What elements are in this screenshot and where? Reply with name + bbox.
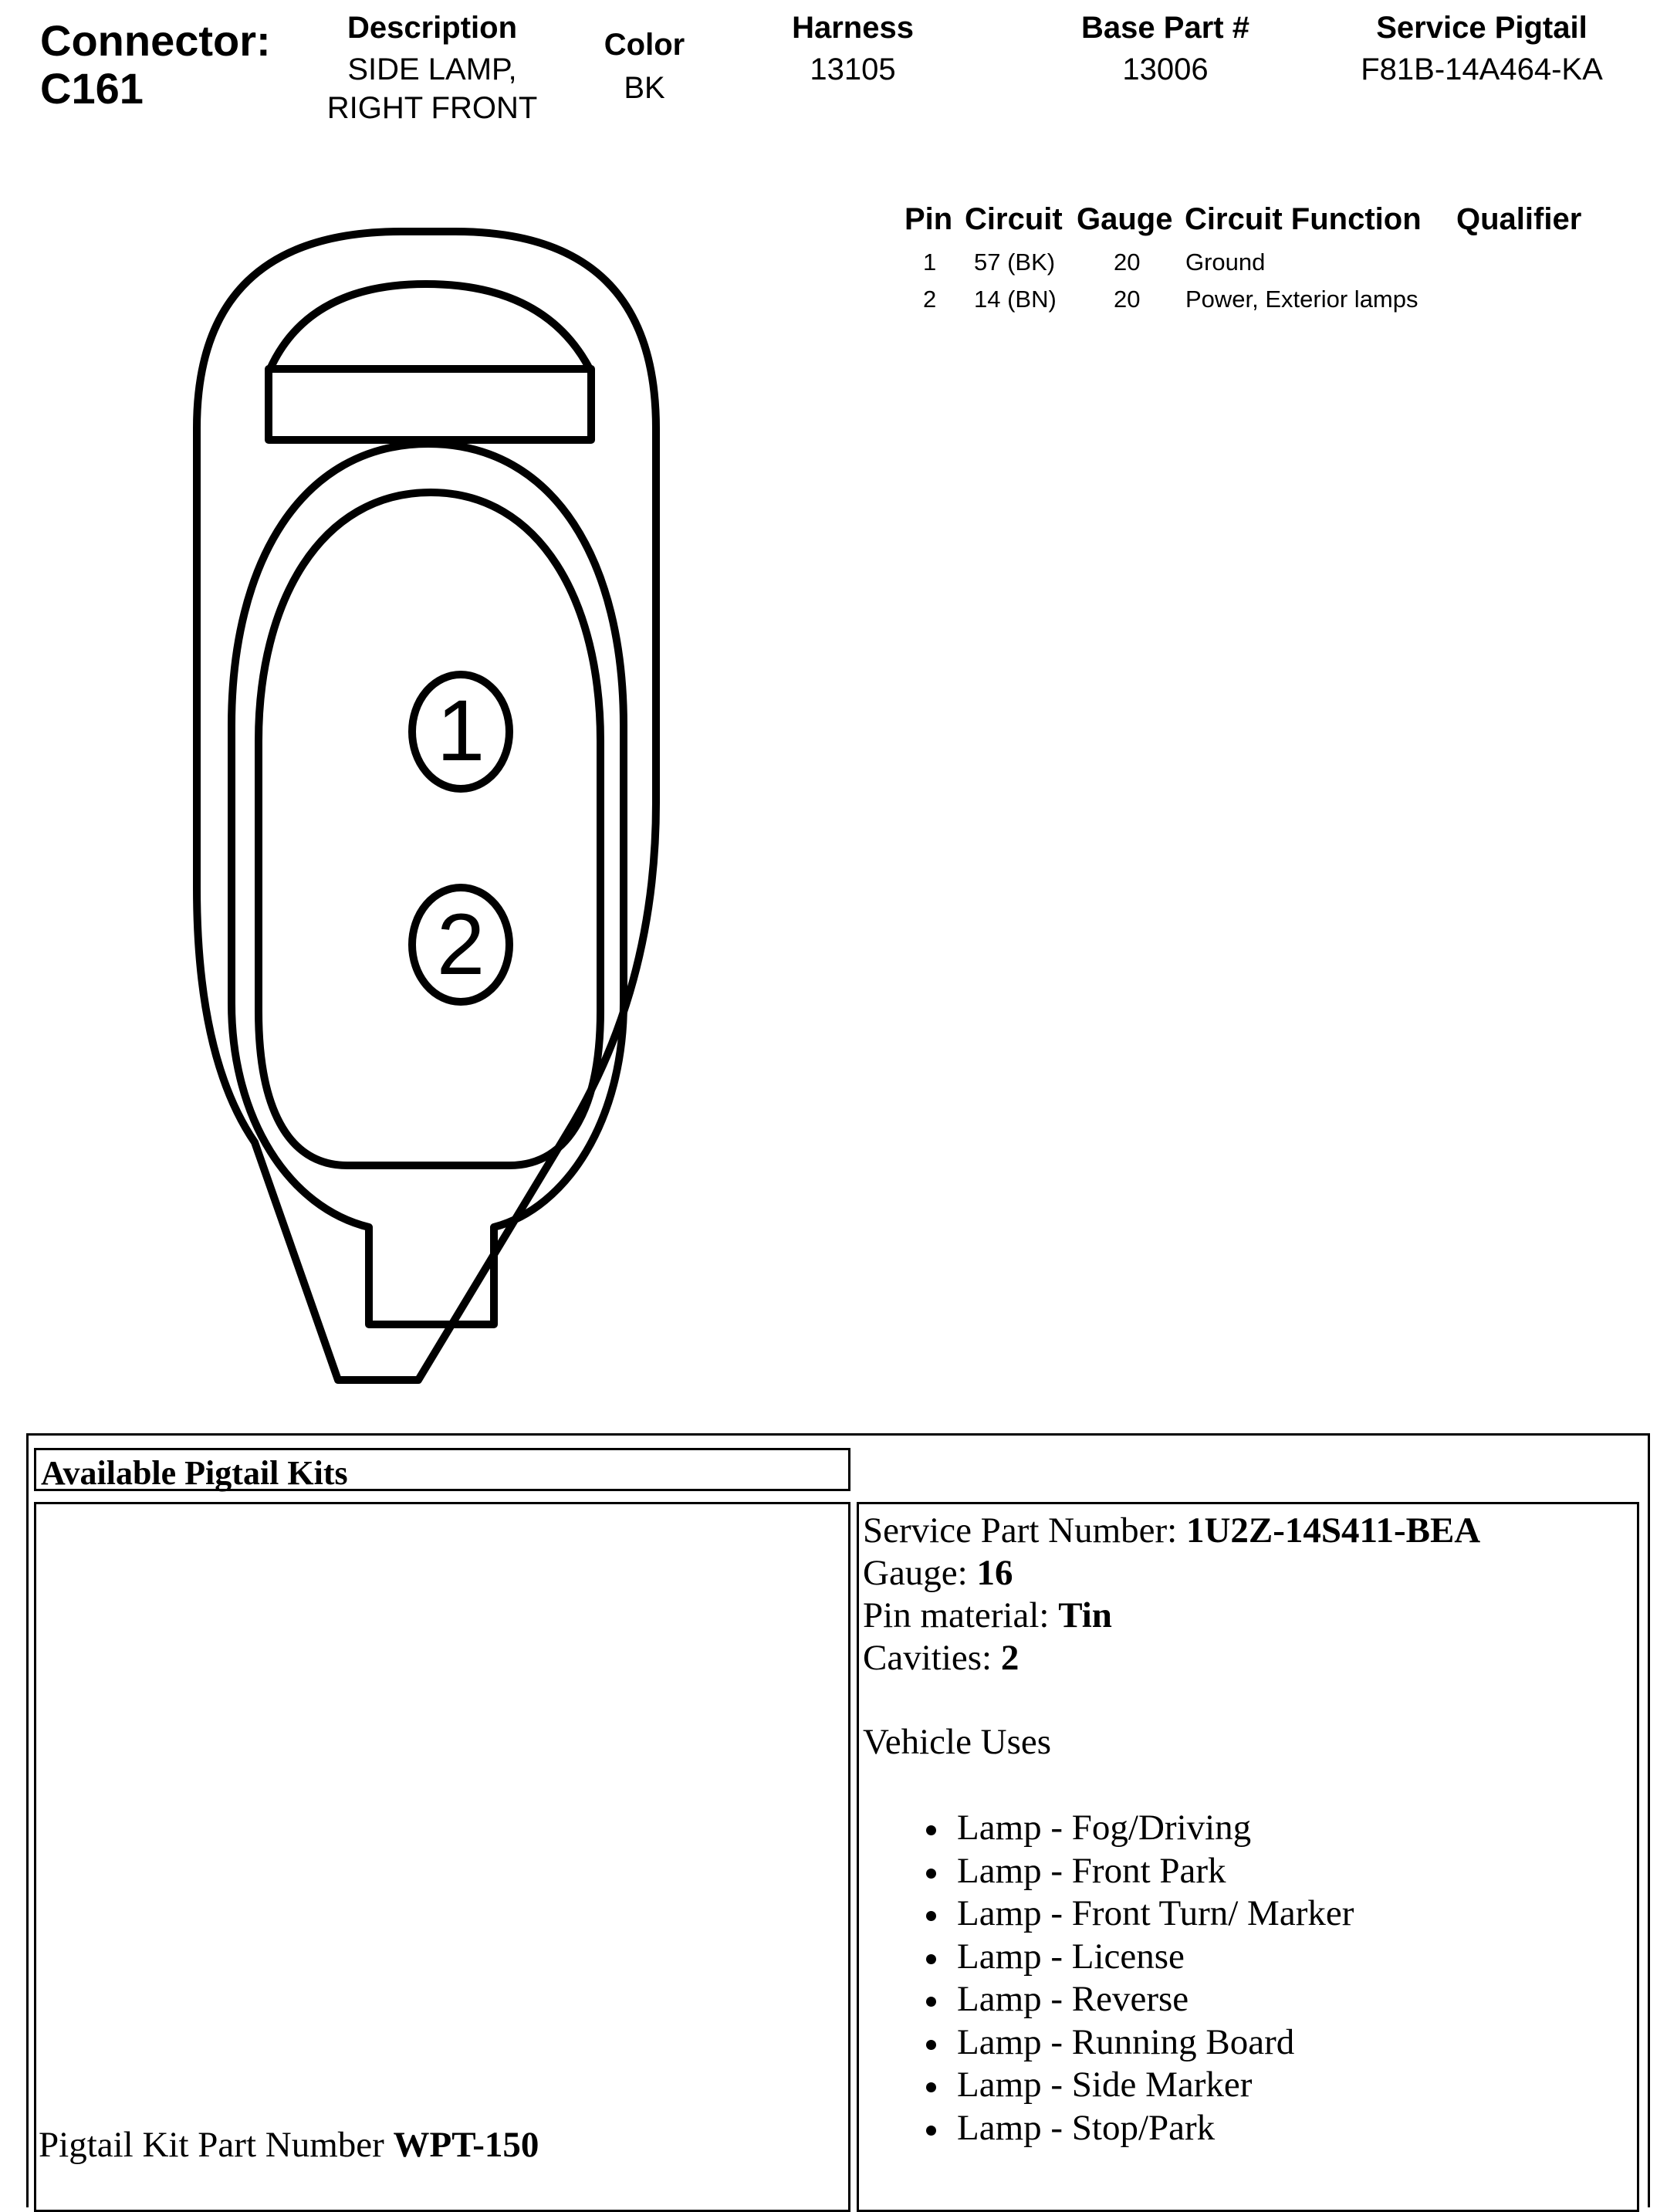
base-part-header: Base Part # bbox=[1081, 11, 1249, 45]
harness-header: Harness bbox=[792, 11, 914, 45]
color-header: Color bbox=[604, 28, 685, 62]
latch-dome bbox=[270, 284, 590, 369]
pigtail-kits-title-box bbox=[34, 1448, 850, 1491]
service-part-value: 1U2Z-14S411-BEA bbox=[1185, 1510, 1481, 1551]
list-item: Lamp - Stop/Park bbox=[957, 2107, 1480, 2150]
kit-gauge bbox=[863, 1552, 1480, 1595]
list-item: Lamp - Front Park bbox=[957, 1850, 1480, 1893]
function-column-header: Circuit Function bbox=[1185, 202, 1422, 236]
gauge-value: 20 bbox=[1114, 286, 1141, 313]
pigtail-kit-details bbox=[863, 1510, 1480, 2149]
gauge-column-header: Gauge bbox=[1077, 202, 1173, 236]
service-part-label: Service Part Number: bbox=[863, 1510, 1186, 1551]
function-value: Power, Exterior lamps bbox=[1185, 286, 1418, 313]
pin-number: 1 bbox=[923, 249, 937, 276]
description-line-2: RIGHT FRONT bbox=[326, 91, 538, 125]
list-item: Lamp - Front Turn/ Marker bbox=[957, 1892, 1480, 1936]
kit-gauge-label: Gauge: bbox=[863, 1553, 977, 1593]
color-value: BK bbox=[624, 71, 665, 105]
pin-2-label: 2 bbox=[436, 896, 485, 993]
circuit-value: 57 (BK) bbox=[974, 249, 1056, 276]
qualifier-column-header: Qualifier bbox=[1456, 202, 1582, 236]
connector-label: Connector: bbox=[40, 16, 271, 65]
list-item: Lamp - Fog/Driving bbox=[957, 1807, 1480, 1850]
pin-number: 2 bbox=[923, 286, 937, 313]
pigtail-kit-image-cell bbox=[34, 1502, 850, 2212]
pin-1-label: 1 bbox=[436, 682, 485, 779]
base-part-value: 13006 bbox=[1122, 52, 1209, 86]
vehicle-uses-list bbox=[957, 1807, 1480, 2149]
pigtail-kits-title: Available Pigtail Kits bbox=[41, 1454, 348, 1492]
cavities bbox=[863, 1637, 1480, 1679]
pin-material bbox=[863, 1595, 1480, 1637]
vehicle-uses-heading: Vehicle Uses bbox=[863, 1722, 1052, 1762]
pin-material-label: Pin material: bbox=[863, 1595, 1059, 1635]
pigtail-kit-part-value: WPT-150 bbox=[393, 2125, 539, 2165]
list-item: Lamp - License bbox=[957, 1936, 1480, 1979]
circuit-column-header: Circuit bbox=[965, 202, 1063, 236]
cavities-label: Cavities: bbox=[863, 1638, 1001, 1678]
list-item: Lamp - Running Board bbox=[957, 2021, 1480, 2065]
latch-bar bbox=[269, 369, 591, 440]
pin-column-header: Pin bbox=[905, 202, 953, 236]
list-item: Lamp - Side Marker bbox=[957, 2064, 1480, 2107]
description-header: Description bbox=[347, 11, 518, 45]
service-pigtail-header: Service Pigtail bbox=[1376, 11, 1588, 45]
function-value: Ground bbox=[1185, 249, 1266, 276]
gauge-value: 20 bbox=[1114, 249, 1141, 276]
list-item: Lamp - Reverse bbox=[957, 1978, 1480, 2021]
pigtail-kit-part-label: Pigtail Kit Part Number bbox=[39, 2125, 394, 2165]
service-pigtail-value: F81B-14A464-KA bbox=[1361, 52, 1603, 86]
circuit-value: 14 (BN) bbox=[974, 286, 1057, 313]
service-part-number bbox=[863, 1510, 1480, 1552]
connector-id: C161 bbox=[40, 64, 144, 113]
cavities-value: 2 bbox=[1000, 1638, 1019, 1678]
kit-gauge-value: 16 bbox=[976, 1553, 1013, 1593]
harness-value: 13105 bbox=[810, 52, 896, 86]
inner-cavity-outline bbox=[259, 492, 600, 1165]
description-line-1: SIDE LAMP, bbox=[347, 52, 517, 86]
pigtail-kit-part-number bbox=[39, 2124, 539, 2166]
pin-material-value: Tin bbox=[1058, 1595, 1112, 1635]
